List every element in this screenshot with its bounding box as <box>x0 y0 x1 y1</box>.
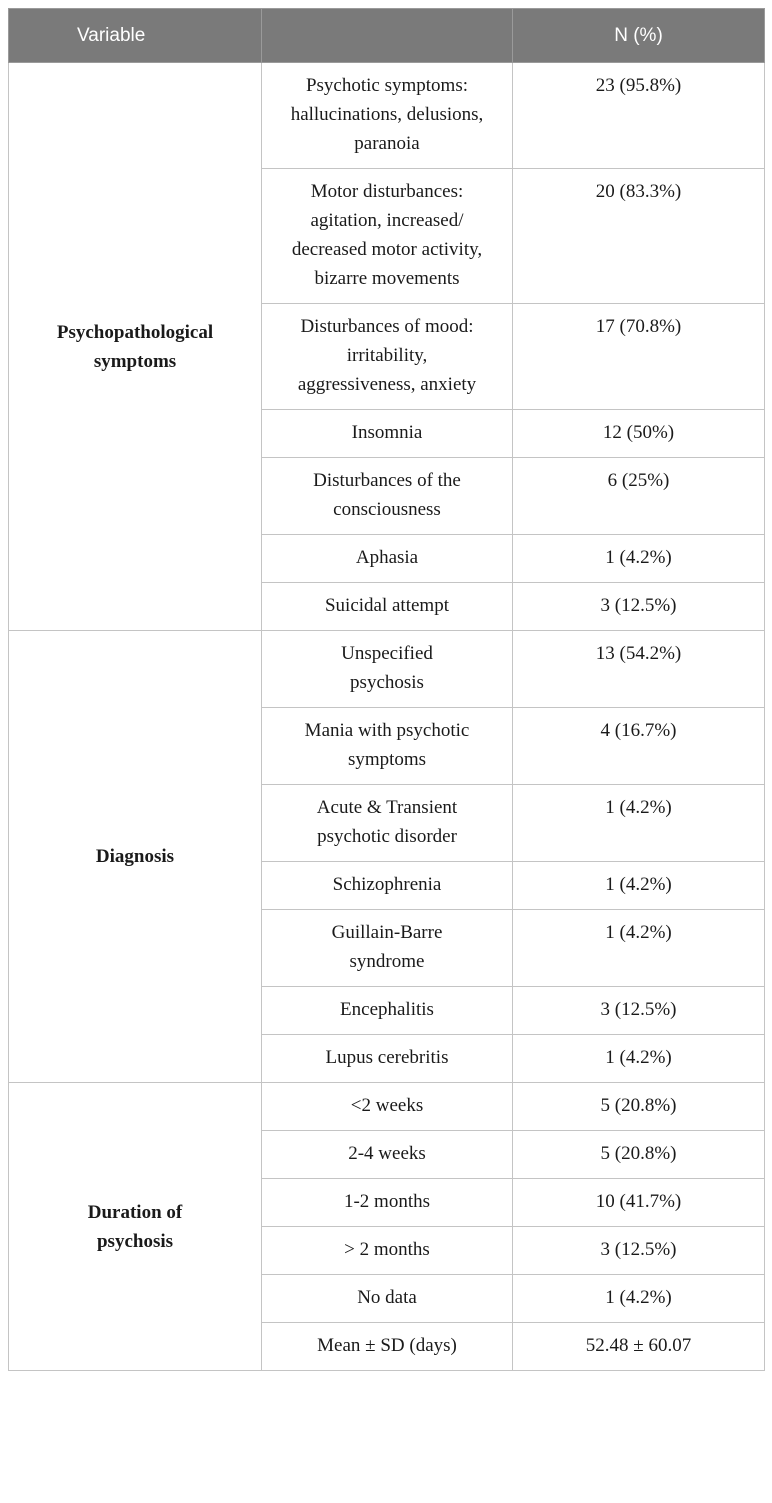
row-item: Mania with psychotic symptoms <box>262 708 513 785</box>
row-value: 1 (4.2%) <box>513 1275 765 1323</box>
row-value: 1 (4.2%) <box>513 910 765 987</box>
header-row <box>9 9 765 63</box>
row-value: 5 (20.8%) <box>513 1131 765 1179</box>
row-item: Schizophrenia <box>262 862 513 910</box>
header-n-percent: N (%) <box>513 9 765 63</box>
row-value: 1 (4.2%) <box>513 535 765 583</box>
row-item: Acute & Transient psychotic disorder <box>262 785 513 862</box>
header-variable: Variable <box>9 9 262 63</box>
row-item: Guillain-Barre syndrome <box>262 910 513 987</box>
row-value: 5 (20.8%) <box>513 1083 765 1131</box>
row-value: 3 (12.5%) <box>513 583 765 631</box>
row-value: 52.48 ± 60.07 <box>513 1323 765 1371</box>
row-item: Psychotic symptoms: hallucinations, delusions, paranoia <box>262 63 513 169</box>
row-value: 12 (50%) <box>513 410 765 458</box>
row-value: 10 (41.7%) <box>513 1179 765 1227</box>
row-value: 17 (70.8%) <box>513 304 765 410</box>
results-table <box>8 8 765 1371</box>
row-value: 1 (4.2%) <box>513 1035 765 1083</box>
row-item: <2 weeks <box>262 1083 513 1131</box>
row-item: Lupus cerebritis <box>262 1035 513 1083</box>
row-value: 23 (95.8%) <box>513 63 765 169</box>
row-item: Insomnia <box>262 410 513 458</box>
row-value: 3 (12.5%) <box>513 1227 765 1275</box>
row-item: Aphasia <box>262 535 513 583</box>
row-item: 1-2 months <box>262 1179 513 1227</box>
row-value: 6 (25%) <box>513 458 765 535</box>
row-item: 2-4 weeks <box>262 1131 513 1179</box>
row-item: Encephalitis <box>262 987 513 1035</box>
row-value: 1 (4.2%) <box>513 785 765 862</box>
row-item: Disturbances of the consciousness <box>262 458 513 535</box>
row-item: > 2 months <box>262 1227 513 1275</box>
row-value: 1 (4.2%) <box>513 862 765 910</box>
row-item: Mean ± SD (days) <box>262 1323 513 1371</box>
table-row <box>9 631 765 708</box>
row-value: 4 (16.7%) <box>513 708 765 785</box>
row-item: Motor disturbances: agitation, increased/ decreased motor activity, bizarre movements <box>262 169 513 304</box>
table-row <box>9 63 765 169</box>
row-item: Unspecified psychosis <box>262 631 513 708</box>
header-item <box>262 9 513 63</box>
row-value: 20 (83.3%) <box>513 169 765 304</box>
row-value: 13 (54.2%) <box>513 631 765 708</box>
group-label-diagnosis: Diagnosis <box>9 631 262 1083</box>
row-item: No data <box>262 1275 513 1323</box>
group-label-duration-of-psychosis: Duration of psychosis <box>9 1083 262 1371</box>
row-item: Disturbances of mood: irritability, aggressiveness, anxiety <box>262 304 513 410</box>
group-label-psychopathological-symptoms: Psychopathological symptoms <box>9 63 262 631</box>
table-row <box>9 1083 765 1131</box>
row-value: 3 (12.5%) <box>513 987 765 1035</box>
row-item: Suicidal attempt <box>262 583 513 631</box>
